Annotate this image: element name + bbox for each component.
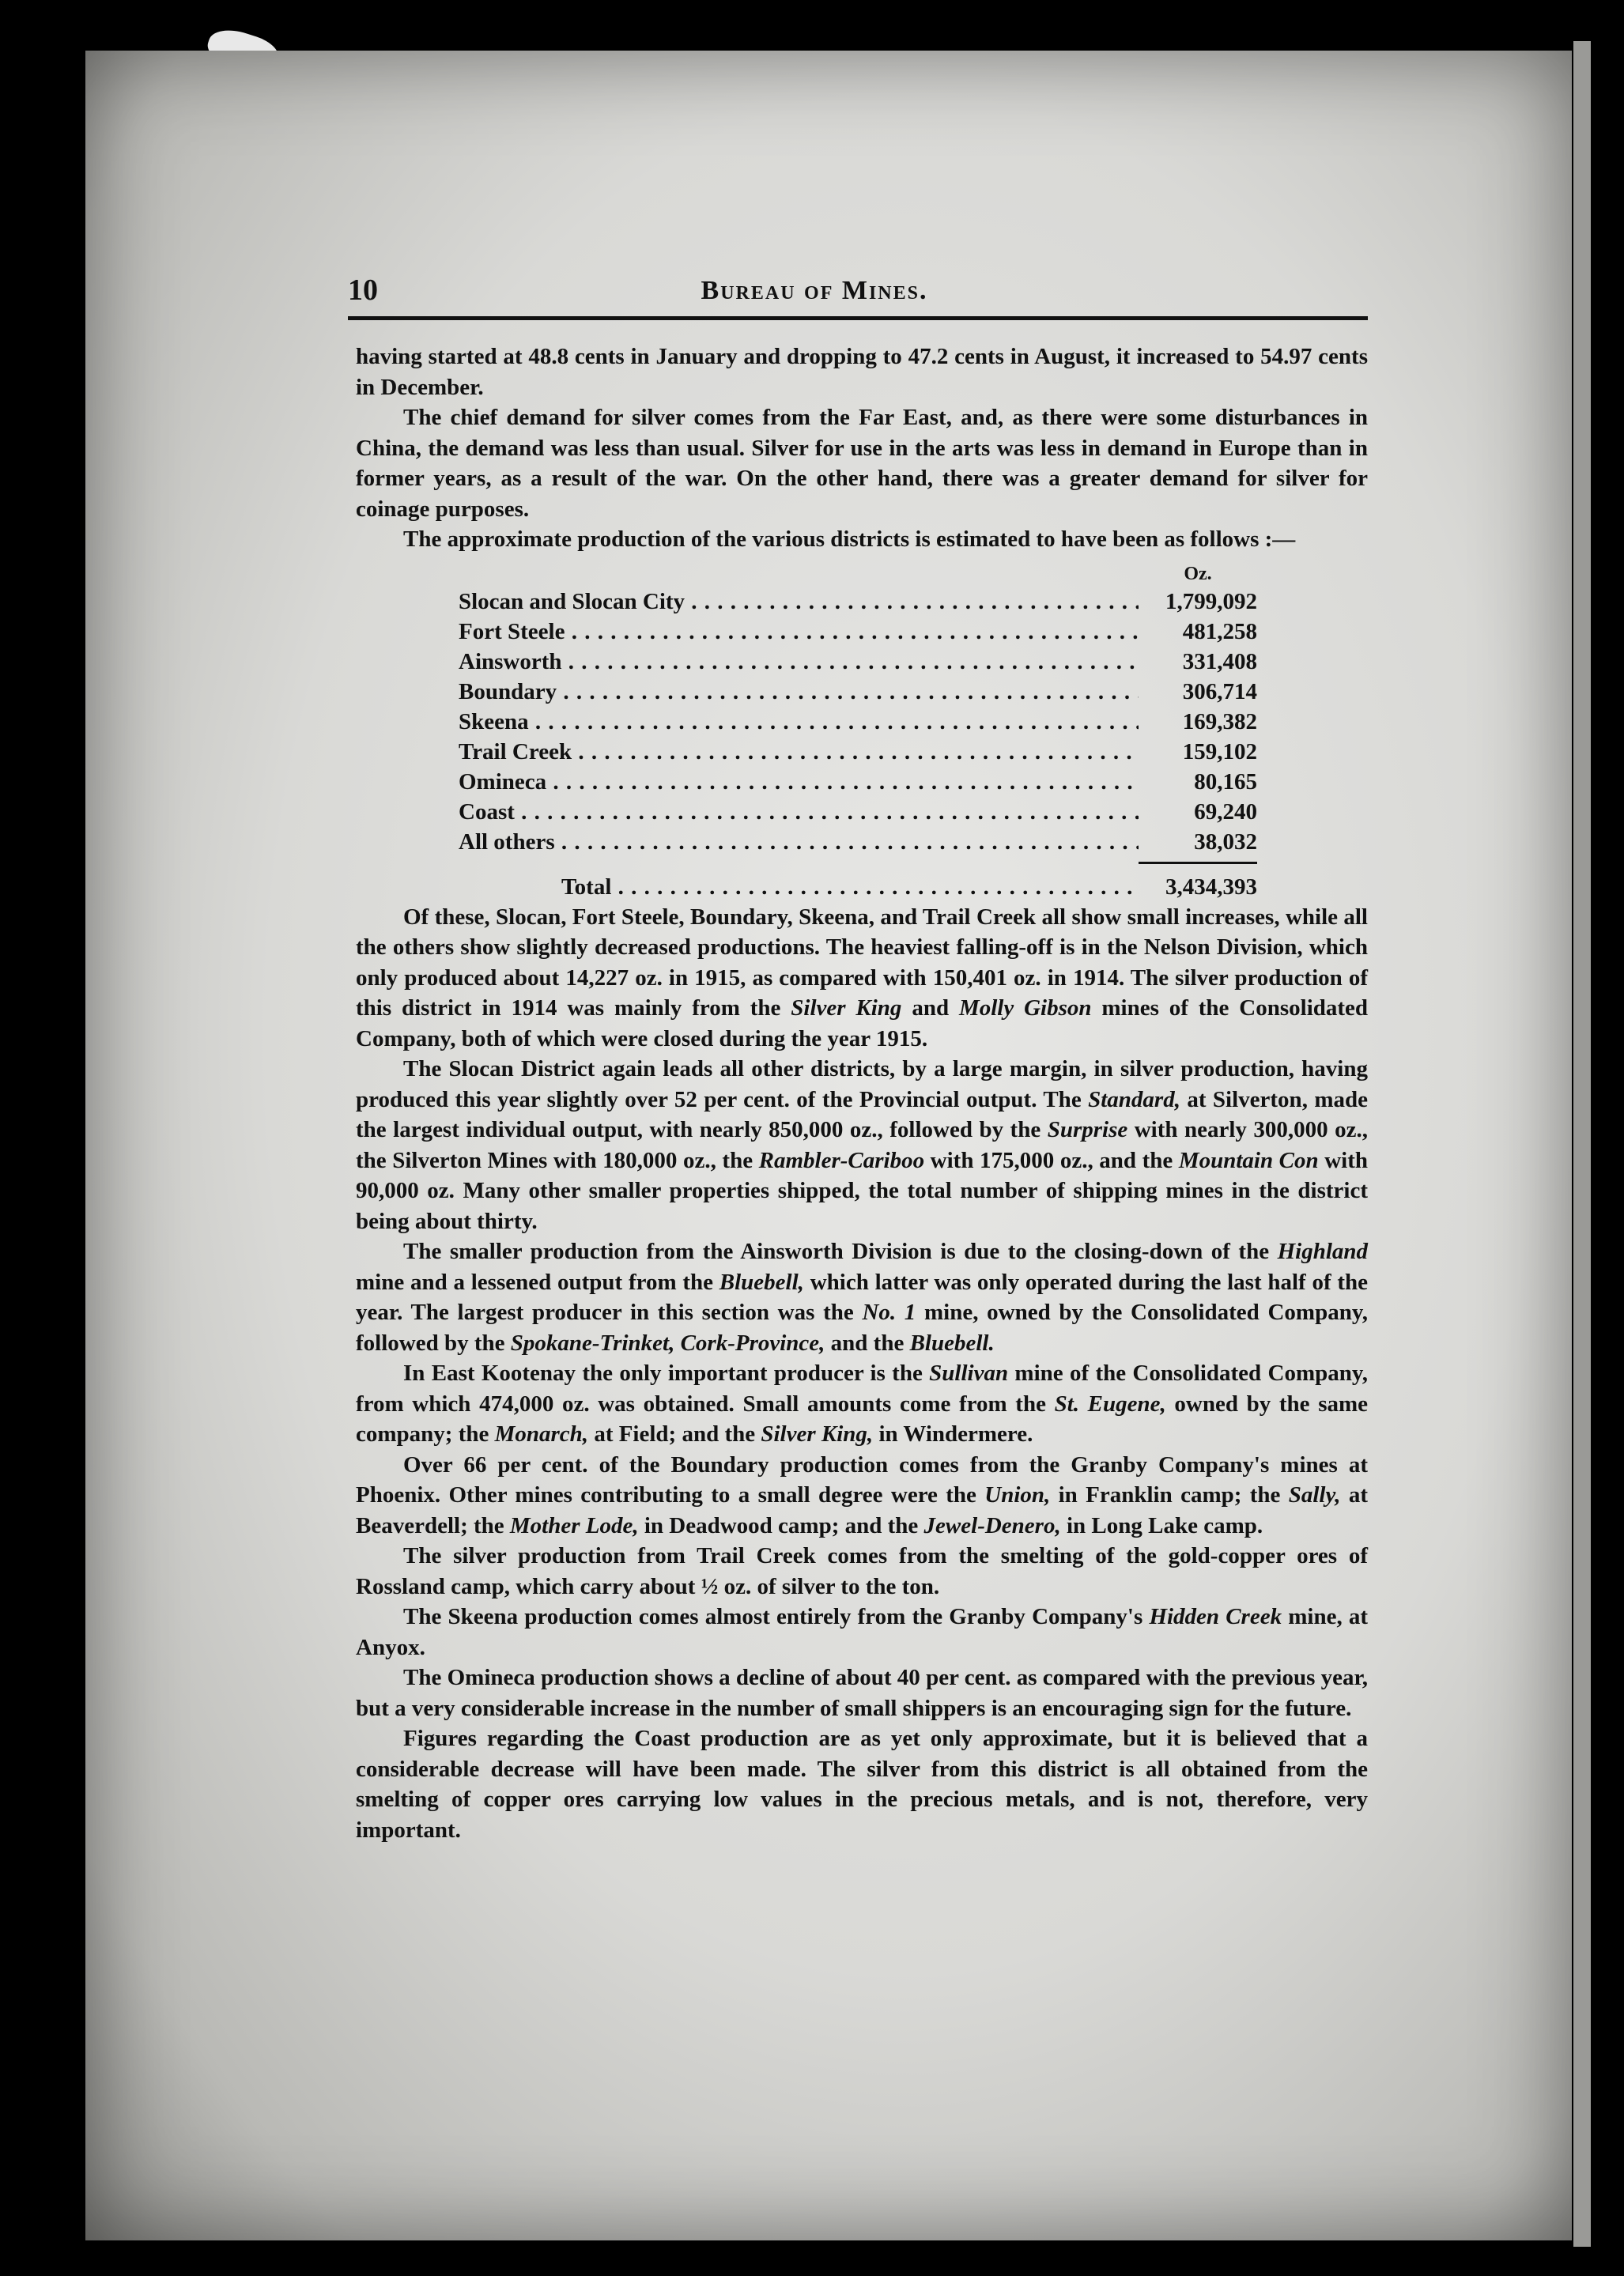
- mine-name: No. 1: [862, 1300, 916, 1325]
- text-run: at Beaverdell; the: [356, 1482, 1369, 1538]
- district-oz: 481,258: [1182, 618, 1257, 644]
- text-run: at Silverton, made the largest individual output, with nearly 850,000 oz., followed by the: [356, 1086, 1368, 1142]
- district-name: All others . . .: [459, 827, 1139, 857]
- paragraph: The chief demand for silver comes from the Far East, and, as there were some disturbances in China, the demand was less than usual. Silver for use in the arts was less in demand in Europe than in former years, as a result of the war. On the other hand, there was a greater demand for silver for coinage purposes.: [356, 405, 1368, 522]
- paragraph: Figures regarding the Coast production are as yet only approximate, but it is believed that a considerable decrease will have been made. The silver from this district is all obtained from the smelting of copper ores carrying low values in the precious metals, and is not, therefore, very important.: [356, 1726, 1368, 1843]
- mine-name: Silver King,: [761, 1421, 874, 1447]
- table-row: [459, 647, 1257, 677]
- paragraph: [356, 902, 1368, 1055]
- total-value: 3,434,393: [1165, 874, 1257, 900]
- mine-name: Spokane-Trinket, Cork-Province,: [510, 1330, 825, 1356]
- district-oz: 159,102: [1182, 738, 1257, 764]
- mine-name: Surprise: [1047, 1117, 1128, 1142]
- paragraph: The Omineca production shows a decline of about 40 per cent. as compared with the previous year, but a very considerable increase in the number of small shippers is an encouraging sign for the future.: [356, 1665, 1368, 1721]
- text-run: in Long Lake camp.: [1066, 1512, 1263, 1538]
- unit-header: Oz.: [1184, 563, 1212, 584]
- text-run: with nearly 300,000 oz., the Silverton Mines with 180,000 oz., the: [356, 1117, 1369, 1173]
- paragraph: [356, 1054, 1368, 1236]
- table-row: [459, 737, 1257, 767]
- district-name: Boundary . . .: [459, 677, 1139, 707]
- text-run: The smaller production from the Ainsworth Division is due to the closing-down of the: [403, 1239, 1270, 1264]
- mine-name: Hidden Creek: [1149, 1604, 1282, 1629]
- district-name: Trail Creek . . .: [459, 737, 1139, 767]
- text-run: and the: [830, 1330, 905, 1356]
- mine-name: Rambler-Cariboo: [758, 1147, 925, 1173]
- district-oz: 169,382: [1182, 708, 1257, 734]
- paragraph: [356, 1236, 1368, 1358]
- text-run: The Skeena production comes almost entirely from the Granby Company's: [403, 1604, 1143, 1629]
- table-row: [459, 827, 1257, 857]
- mine-name: Highland: [1277, 1239, 1369, 1264]
- mine-name: Union,: [984, 1482, 1051, 1508]
- mine-name: St. Eugene,: [1054, 1391, 1166, 1417]
- district-oz: 306,714: [1182, 678, 1257, 704]
- mine-name: Standard,: [1088, 1086, 1180, 1112]
- text-run: The Slocan District again leads all other districts, by a large margin, in silver production, having produced this year slightly over 52 per cent. of the Provincial output. The: [356, 1056, 1368, 1112]
- text-run: with 175,000 oz., and the: [930, 1147, 1173, 1173]
- total-label: Total . . .: [561, 872, 1139, 902]
- body-text: [356, 342, 1368, 1845]
- paragraph: The approximate production of the various districts is estimated to have been as follows :—: [403, 527, 1296, 552]
- district-oz: 38,032: [1194, 828, 1257, 855]
- mine-name: Silver King: [791, 995, 902, 1021]
- text-run: mine and a lessened output from the: [356, 1269, 714, 1295]
- text-run: mine, at Anyox.: [356, 1604, 1369, 1660]
- text-run: Over 66 per cent. of the Boundary production comes from the Granby Company's mines at Phoenix. Other mines contributing to a small degree were the: [356, 1451, 1368, 1508]
- table-row: [459, 767, 1257, 797]
- paragraph: [356, 1450, 1368, 1542]
- district-oz: 1,799,092: [1165, 588, 1257, 614]
- total-row: [459, 872, 1257, 902]
- mine-name: Molly Gibson: [958, 995, 1092, 1021]
- text-run: mines of the Consolidated Company, both of which were closed during the year 1915.: [356, 995, 1369, 1051]
- total-rule: [1139, 862, 1257, 864]
- mine-name: Sullivan: [929, 1361, 1009, 1386]
- mine-name: Jewel-Denero,: [923, 1512, 1061, 1538]
- district-name: Slocan and Slocan City . . .: [459, 587, 1139, 617]
- paragraph: having started at 48.8 cents in January and dropping to 47.2 cents in August, it increased to 54.97 cents in December.: [356, 344, 1368, 400]
- text-run: in Deadwood camp; and the: [644, 1512, 919, 1538]
- text-run: and: [912, 995, 950, 1021]
- mine-name: Monarch,: [494, 1421, 589, 1447]
- production-table: [459, 561, 1257, 902]
- district-name: Ainsworth . . .: [459, 647, 1139, 677]
- table-header: [459, 561, 1257, 587]
- district-name: Coast . . .: [459, 797, 1139, 827]
- text-run: Of these, Slocan, Fort Steele, Boundary, Skeena, and Trail Creek all show small increases, while all the others show slightly decreased productions. The heaviest falling-off is in the Nelson Division, which only produced about 14,227 oz. in 1915, as compared with 150,401 oz. in 1914. The silver production of this district in 1914 was mainly from the: [356, 904, 1368, 1021]
- district-name: Fort Steele . . .: [459, 617, 1139, 647]
- text-run: at Field; and the: [594, 1421, 756, 1447]
- mine-name: Sally,: [1288, 1482, 1341, 1508]
- mine-name: Bluebell,: [719, 1269, 804, 1295]
- text-run: which latter was only operated during the last half of the year. The largest producer in this section was the: [356, 1269, 1369, 1325]
- text-run: in Franklin camp; the: [1058, 1482, 1281, 1508]
- header-rule: [348, 316, 1368, 320]
- paragraph: The silver production from Trail Creek comes from the smelting of the gold-copper ores of Rossland camp, which carry about ½ oz. of silver to the ton.: [356, 1543, 1368, 1599]
- text-run: owned by the same company; the: [356, 1391, 1369, 1447]
- mine-name: Mountain Con: [1178, 1147, 1319, 1173]
- table-row: [459, 587, 1257, 617]
- page-number: 10: [348, 274, 378, 307]
- page-edge-strip: [1573, 41, 1591, 2247]
- paragraph: [356, 1602, 1368, 1663]
- district-name: Omineca . . .: [459, 767, 1139, 797]
- district-oz: 69,240: [1194, 798, 1257, 825]
- text-run: in Windermere.: [878, 1421, 1033, 1447]
- paragraph: [356, 1358, 1368, 1450]
- text-run: mine of the Consolidated Company, from which 474,000 oz. was obtained. Small amounts come from the: [356, 1361, 1369, 1417]
- text-run: mine, owned by the Consolidated Company, followed by the: [356, 1300, 1368, 1356]
- page-header: [269, 273, 1360, 312]
- district-name: Skeena . . .: [459, 707, 1139, 737]
- district-oz: 80,165: [1194, 768, 1257, 795]
- table-row: [459, 707, 1257, 737]
- mine-name: Mother Lode,: [509, 1512, 639, 1538]
- text-run: In East Kootenay the only important producer is the: [403, 1361, 923, 1386]
- mine-name: Bluebell.: [909, 1330, 995, 1356]
- table-row: [459, 797, 1257, 827]
- district-oz: 331,408: [1182, 648, 1257, 674]
- running-head: Bureau of Mines.: [701, 276, 928, 305]
- table-row: [459, 617, 1257, 647]
- text-run: with 90,000 oz. Many other smaller properties shipped, the total number of shipping mines in the district being about thirty.: [356, 1147, 1368, 1234]
- table-row: [459, 677, 1257, 707]
